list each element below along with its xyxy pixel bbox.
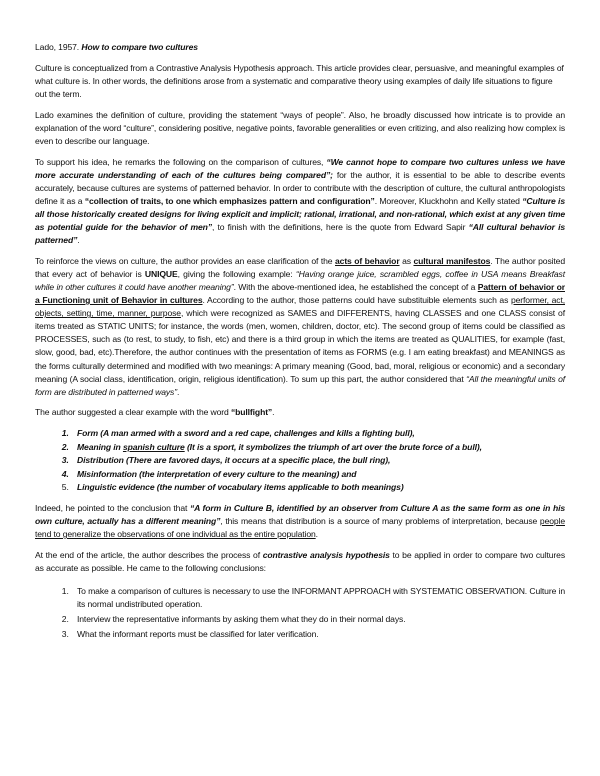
text: , giving the following example:	[177, 268, 296, 279]
text: , this means that distribution is a source of many problems of interpretation, because	[220, 516, 540, 526]
text: To reinforce the views on culture, the author provides an ease clarification of the	[35, 255, 335, 266]
text: . Moreover, Kluckhohn and Kelly stated	[374, 195, 523, 206]
paragraph-support	[35, 156, 565, 248]
text: , which were recognized as SAMES and DIFFERENTS, having CLASSES and one CLASS consist of items treated as STATIC UNITS; for instance, the words (men, women, children, doctor, etc). The second group of items could be classified as PROCESSES, such as (to rest, to study, to fish, etc) and there is a third group in which the items are treated as QUALITIES, for example (fast, slow, good, bad, etc).Therefore, the author continues with the presentation of items as FORMS (e.g. I am eating breakfast) and MEANINGS as the forms culturally determined and modified with two meanings: A primary meaning (Good, bad, moral, religious or economic) and a secondary meaning (A social class, identification, origin, religious identification). To sum up this part, the author considered that	[35, 308, 565, 384]
list-item-text: Form (A man armed with a sword and a red cape, challenges and kills a fighting bull),	[77, 427, 415, 438]
list-item-text: Linguistic evidence (the number of vocabulary items applicable to both meanings)	[77, 482, 404, 493]
bullfight-list	[35, 427, 565, 494]
list-item: 2. Interview the representative informants by asking them what they do in their normal days.	[71, 613, 565, 626]
quote-form-in-culture-b: “A form in Culture B, identified by an observer from Culture A as the same form as one in his own culture, actually has a different meaning”	[35, 502, 565, 526]
list-item	[71, 427, 565, 440]
term-substitutible-elements: performer, act, objects, setting, time, manner, purpose	[35, 295, 565, 319]
list-item-text: Meaning in	[77, 441, 123, 452]
quote-kluckhohn-kelly: “Culture is all those historically created designs for living explicit and implicit; rational, irrational, and non-rational, which exist at any given time as potential guide for the behavior of men”	[35, 195, 565, 233]
text: .	[272, 407, 275, 418]
term-cultural-manifestos: cultural manifestos	[413, 255, 491, 266]
list-item	[71, 454, 565, 467]
term-acts-of-behavior: acts of behavior	[335, 255, 400, 266]
text: .	[77, 235, 80, 246]
article-title: How to compare two cultures	[81, 42, 198, 52]
text: for the author, it is essential to be able to describe events accurately, because cultures are systems of patterned behavior. In order to contribute with the description of culture, the cultural anthropologists define it as a	[35, 169, 565, 206]
document-header	[35, 41, 565, 54]
text: At the end of the article, the author describes the process of	[35, 549, 263, 560]
list-item: 3. What the informant reports must be classified for later verification.	[71, 628, 565, 641]
text: .	[176, 386, 180, 397]
text: The author suggested a clear example with the word	[35, 407, 231, 418]
quote-meaningful-units: “All the meaningful units of form are distributed in patterned ways”	[35, 373, 565, 397]
text: .	[315, 529, 318, 540]
quote-collection-of-traits: “collection of traits, to one which emphasizes pattern and configuration”	[84, 195, 375, 206]
conclusions-list	[35, 585, 565, 641]
list-item	[71, 481, 565, 494]
term-spanish-culture: spanish culture	[122, 441, 185, 452]
text: as	[399, 255, 414, 266]
paragraph-end-of-article	[35, 549, 565, 575]
term-contrastive-analysis: contrastive analysis hypothesis	[262, 549, 390, 560]
quote-sapir: “All cultural behavior is patterned”	[35, 222, 565, 246]
list-item: 1. To make a comparison of cultures is necessary to use the INFORMANT APPROACH with SYSTEMATIC OBSERVATION. Culture in its normal undistributed operation.	[71, 585, 565, 611]
term-bullfight: “bullfight”	[230, 407, 273, 418]
text: . With the above-mentioned idea, he established the concept of a	[233, 282, 478, 292]
term-unique: UNIQUE	[144, 268, 178, 279]
list-item-text: Misinformation (the interpretation of every culture to the meaning) and	[77, 468, 357, 479]
quote-compare-cultures: “We cannot hope to compare two cultures unless we have more accurate understanding of each of the cultures being compared”;	[35, 156, 565, 180]
paragraph-intro: Culture is conceptualized from a Contrastive Analysis Hypothesis approach. This article provides clear, persuasive, and meaningful examples of what culture is. In other words, the definitions arose from a systematic and comparative theory using examples of daily life situations to figure out the term.	[35, 63, 564, 100]
text: , to finish with the definitions, here is the quote from Edward Sapir	[211, 222, 469, 233]
paragraph-conclusion	[35, 502, 565, 541]
paragraph-definition: Lado examines the definition of culture, providing the statement “ways of people”. Also, he broadly discussed how intricate is to provide an explanation of the word “culture”, considering positive, negative points, favorable generalities or even critizing, and also realizing how complex is even to describe our language.	[35, 109, 565, 147]
text: to be applied in order to compare two cultures as accurate as possible. He came to the following conclusions:	[35, 549, 566, 573]
list-item-text: Distribution (There are favored days, it occurs at a specific place, the bull ring),	[77, 455, 391, 466]
text: . The author posited that every act of behavior is	[35, 255, 565, 279]
text: Indeed, he pointed to the conclusion that	[35, 502, 190, 513]
text: To support his idea, he remarks the following on the comparison of cultures,	[35, 156, 327, 167]
text: . According to the author, those patterns could have substituible elements such as	[202, 295, 511, 306]
term-pattern-of-behavior: Pattern of behavior or a Functioning unit of Behavior in cultures	[35, 282, 565, 306]
paragraph-bullfight-intro	[35, 406, 565, 419]
list-item	[71, 441, 565, 454]
citation: Lado, 1957.	[35, 42, 82, 52]
list-item-text: (It is a sport, it symbolizes the triumph of art over the brute force of a bull),	[184, 441, 482, 452]
term-generalize-observations: people tend to generalize the observations of one individual as the entire population	[35, 516, 565, 540]
list-item	[71, 468, 565, 481]
paragraph-acts-of-behavior	[35, 255, 565, 399]
quote-breakfast-example: “Having orange juice, scrambled eggs, coffee in USA means Breakfast while in other cultures it could have another meaning”	[35, 268, 565, 292]
